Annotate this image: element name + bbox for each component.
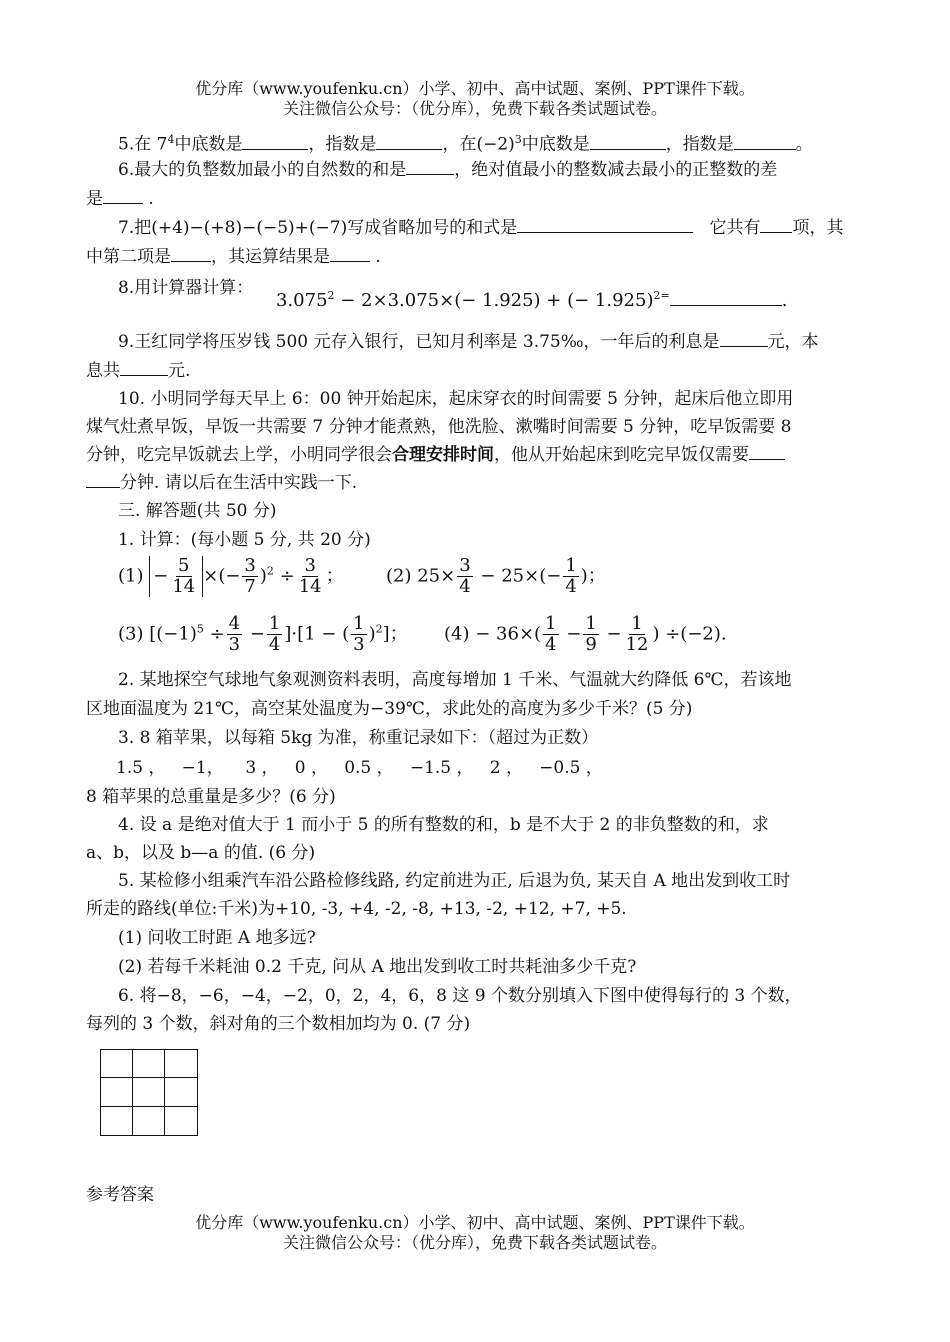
question-6: 6.最大的负整数加最小的自然数的和是 ，绝对值最小的整数减去最小的正整数的差 [118,160,778,180]
grid-cell [165,1107,197,1135]
problem-1-title: 1. 计算：(每小题 5 分, 共 20 分) [118,530,371,550]
section-3-title: 三. 解答题(共 50 分) [118,501,277,521]
problem-5-line-2: 所走的路线(单位:千米)为+10, -3, +4, -2, -8, +13, -2, +12, +7, +5. [86,899,627,919]
question-8: 8.用计算器计算： [118,278,254,298]
grid-cell [165,1078,197,1106]
grid-cell [133,1050,165,1078]
question-7-cont: 中第二项是 ，其运算结果是 . [86,247,381,267]
problem-1-expr-4: (4) − 36×( $\frac{1}{4}$ − $\frac{1}{9}$ − $\frac{1}{12}$ ) ÷(−2). [444,613,727,655]
grid-cell [133,1078,165,1106]
footer-line-2: 关注微信公众号：（优分库），免费下载各类试题试卷。 [282,1233,667,1252]
header-line-2: 关注微信公众号：（优分库），免费下载各类试题试卷。 [282,99,667,118]
problem-4-line-1: 4. 设 a 是绝对值大于 1 而小于 5 的所有整数的和，b 是不大于 2 的非负整数的和，求 [118,815,769,835]
answers-heading: 参考答案 [86,1185,154,1205]
problem-6-line-2: 每列的 3 个数，斜对角的三个数相加均为 0. (7 分) [86,1014,471,1034]
grid-cell [101,1107,133,1135]
grid-cell [101,1078,133,1106]
problem-5-line-1: 5. 某检修小组乘汽车沿公路检修线路, 约定前进为正, 后退为负, 某天自 A 地出发到收工时 [118,871,791,891]
question-8-expression: $3.075^2 - 2\times 3.075\times(- 1.925)$ + (− 1.925)$^{2=}$ . [276,289,788,311]
question-10-line-3: 分钟，吃完早饭就去上学，小明同学很会合理安排时间，他从开始起床到吃完早饭仅需要 [86,443,785,467]
problem-1-expr-1: (1) − $\frac{5}{14}$ ×(− $\frac{3}{7}$ )$^2$ ÷ $\frac{3}{14}$ ； [118,555,344,597]
problem-4-line-2: a、b，以及 b—a 的值. (6 分) [86,843,316,863]
question-9: 9.王红同学将压岁钱 500 元存入银行，已知月利率是 3.75‰，一年后的利息是 元，本 [118,332,819,352]
problem-2-line-2: 区地面温度为 21℃，高空某处温度为−39℃，求此处的高度为多少千米？(5 分) [86,699,693,719]
footer-line-1: 优分库（www.youfenku.cn）小学、初中、高中试题、案例、PPT课件下载。 [195,1213,755,1232]
problem-5-part-1: (1) 问收工时距 A 地多远? [118,928,316,948]
grid-cell [133,1107,165,1135]
problem-5-part-2: (2) 若每千米耗油 0.2 千克, 问从 A 地出发到收工时共耗油多少千克? [118,957,637,977]
grid-cell [165,1050,197,1078]
question-10-line-1: 10. 小明同学每天早上 6：00 钟开始起床，起床穿衣的时间需要 5 分钟，起床后他立即用 [118,389,794,409]
problem-3-line-3: 8 箱苹果的总重量是多少？(6 分) [86,787,336,807]
grid-cell [101,1050,133,1078]
problem-3-data: 1.5 ， −1， 3 ， 0 ， 0.5 ， −1.5 ， 2 ， −0.5 ， [116,758,603,778]
question-5: 5.在 $7^4$中底数是 ，指数是 ，在$(-2)^3$中底数是 ，指数是 。 [118,133,813,155]
problem-1-expr-3: (3) [$(-1)^5$ ÷ $\frac{4}{3}$ − $\frac{1}{4}$ ]·[1 − ( $\frac{1}{3}$ )$^2$]； [118,613,408,655]
magic-square-grid [100,1049,198,1136]
question-10-line-2: 煤气灶煮早饭，早饭一共需要 7 分钟才能煮熟，他洗脸、漱嘴时间需要 5 分钟，吃早饭需要 8 [86,417,792,437]
question-9-cont: 息共 元. [86,361,191,381]
problem-2-line-1: 2. 某地探空气球地气象观测资料表明，高度每增加 1 千米、气温就大约降低 6℃，若该地 [118,670,792,690]
header-line-1: 优分库（www.youfenku.cn）小学、初中、高中试题、案例、PPT课件下载。 [195,79,755,98]
problem-6-line-1: 6. 将−8，−6，−4，−2，0，2，4，6，8 这 9 个数分别填入下图中使得每行的 3 个数， [118,986,802,1006]
problem-3-line-1: 3. 8 箱苹果，以每箱 5kg 为准，称重记录如下：（超过为正数） [118,728,599,748]
problem-1-expr-2: (2) 25× $\frac{3}{4}$ − 25×(− $\frac{1}{4}$ )； [386,555,606,597]
question-7: 7.把(+4)−(+8)−(−5)+(−7)写成省略加号的和式是 它共有 项，其 [118,218,844,238]
question-10-line-4: 分钟. 请以后在生活中实践一下. [86,471,357,495]
question-6-cont: 是 . [86,189,154,209]
